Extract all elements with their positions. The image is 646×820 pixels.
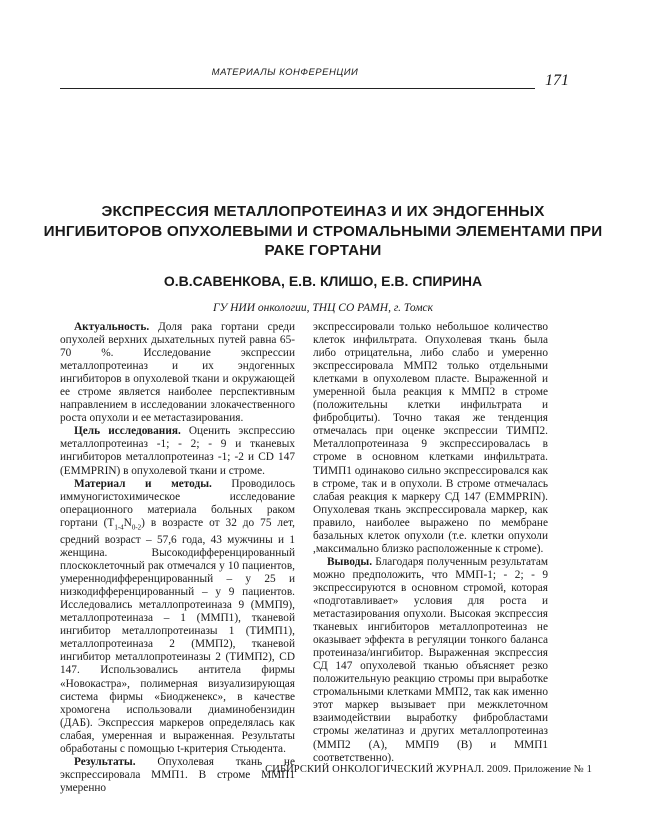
results-heading: Результаты. (74, 755, 136, 768)
methods-subscript-t: 1-4 (114, 522, 124, 531)
relevance-heading: Актуальность. (74, 321, 150, 333)
journal-footer: СИБИРСКИЙ ОНКОЛОГИЧЕСКИЙ ЖУРНАЛ. 2009. Приложение № 1 (265, 764, 592, 775)
relevance-text: Доля рака гортани среди опухолей верхних дыхательных путей равна 65-70 %. Исследование экспрессии металлопротеиназ и их эндогенных ингибиторов в опухолевой ткани и окружающей ее строме является наиболее перспективным направлением в исследовании злокачественного роста опухоли и ее метастазирования. (60, 321, 295, 425)
aim-text: Оценить экспрессию металлопротеиназ -1; - 2; - 9 и тканевых ингибиторов металлопротеиназ -1; -2 и CD 147 (EMMPRIN) в опухолевой ткани и строме. (60, 425, 295, 477)
methods-subscript-n: 0-2 (131, 522, 142, 531)
aim-paragraph (60, 425, 295, 477)
aim-heading: Цель исследования. (74, 425, 181, 438)
header-rule (60, 88, 535, 89)
methods-text-1: Проводилось иммуногистохимическое исследование операционного материала больных раком гортани (T (60, 477, 295, 529)
methods-heading: Материал и методы. (74, 477, 212, 490)
methods-paragraph (60, 478, 295, 756)
left-column (60, 321, 295, 795)
running-head: МАТЕРИАЛЫ КОНФЕРЕНЦИИ (211, 67, 359, 78)
methods-text-3: ) в возрасте от 32 до 75 лет, средний возраст – 57,6 года, 43 мужчины и 1 женщина. Высокодифференцированный плоскоклеточный рак отмечался у 10 пациентов, умереннодифференцированный – у 25 и низкодифференцированный – у 9 пациентов. Исследовались металлопротеиназа 9 (ММП9), металлопротеиназа – 1 (ММП1), тканевой ингибитор металлопротеиназы 1 (ТИМП1), металлопротеиназа 2 (ММП2), тканевой ингибитор металлопротеиназы 2 (ТИМП2), CD 147. Использовались антитела фирмы «Новокастра», полимерная визуализирующая система фирмы «Биодженекс», в качестве хромогена использовали диаминобензидин (ДАБ). Экспрессия маркеров определялась как слабая, умеренная и выраженная. Результаты обработаны с помощью t-критерия Стьюдента. (60, 516, 295, 755)
conclusions-heading: Выводы. (327, 555, 373, 568)
results-continuation: экспрессировали только небольшое количество клеток инфильтрата. Опухолевая ткань была либо отрицательна, либо слабо и умеренно экспрессировала ММП2 только отдельными клетками в опухолевом пласте. Выраженной и умеренной была реакция к ММП2 в строме (положительны клетки инфильтрата и фибробциты). Точно такая же тенденция отмечалась при оценке экспрессии ТИМП2. Металлопротеиназа 9 экспрессировалась в строме в основном клетками инфильтрата. ТИМП1 одинаково сильно экспрессировался как в строме, так и в опухоли. В строме отмечалась слабая реакция к маркеру СД 147 (EMMPRIN). Опухолевая ткань экспрессировала маркер, как правило, наиболее выражено по мембране базальных клеток опухоли (т.е. клетки опухоли ,максимально близко расположенные к строме). (313, 321, 548, 555)
article-title: ЭКСПРЕССИЯ МЕТАЛЛОПРОТЕИНАЗ И ИХ ЭНДОГЕННЫХ ИНГИБИТОРОВ ОПУХОЛЕВЫМИ И СТРОМАЛЬНЫМИ ЭЛЕМЕНТАМИ ПРИ РАКЕ ГОРТАНИ (43, 203, 603, 259)
conclusions-text: Благодаря полученным результатам можно предположить, что ММП-1; - 2; - 9 экспрессируются в основном стромой, которая «подготавливает» условия для роста и метастазирования опухоли. Высокая экспрессия тканевых ингибиторов металлопротеиназ не оказывает эффекта в регуляции тонкого баланса протеиназа/ингибитор. Выраженная экспрессия СД 147 опухолевой тканью объясняет резко положительную реакцию стромы при выработке стромальными клетками ММП2, так как именно этот маркер вызывает при межклеточном взаимодействии выработку фибробластами стромы желатиназ и других металлопротеиназ (ММП2 (А), ММП9 (В) и ММП1 соответственно). (313, 555, 548, 764)
article-authors: О.В.САВЕНКОВА, Е.В. КЛИШО, Е.В. СПИРИНА (163, 273, 483, 289)
conclusions-paragraph (313, 556, 548, 765)
relevance-paragraph (60, 321, 295, 425)
right-column (313, 321, 548, 765)
article-affiliation: ГУ НИИ онкологии, ТНЦ СО РАМН, г. Томск (212, 302, 434, 314)
page-number: 171 (545, 72, 569, 89)
results-paragraph (60, 756, 295, 795)
results-text-left: Опухолевая ткань не экспрессировала ММП1. В строме ММП1 умеренно (60, 755, 295, 794)
methods-text-2: N (123, 516, 132, 529)
